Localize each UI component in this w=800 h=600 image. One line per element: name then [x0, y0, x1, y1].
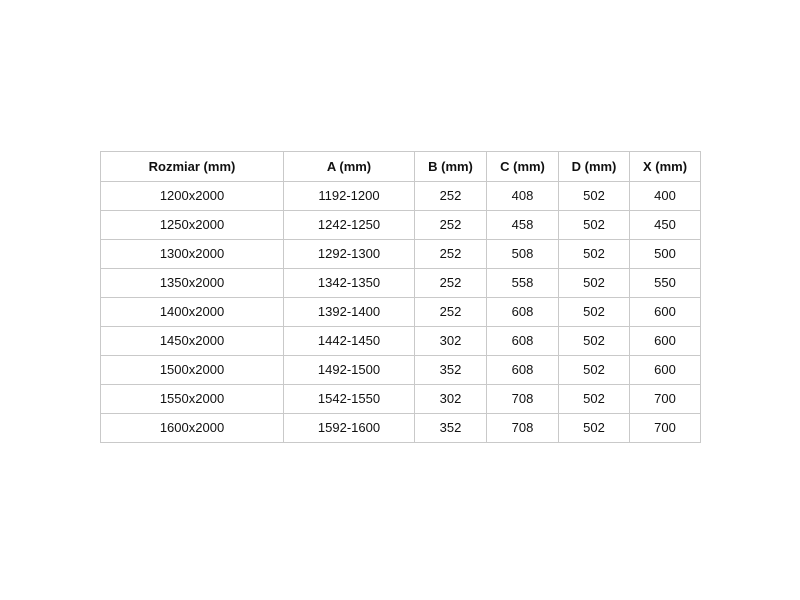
cell-d: 502	[559, 356, 630, 385]
cell-rozmiar: 1600x2000	[101, 414, 284, 443]
cell-b: 252	[415, 298, 487, 327]
cell-c: 458	[487, 211, 559, 240]
cell-c: 608	[487, 327, 559, 356]
cell-rozmiar: 1250x2000	[101, 211, 284, 240]
table-row	[101, 327, 701, 356]
cell-c: 408	[487, 182, 559, 211]
size-table-container	[100, 151, 700, 443]
cell-a: 1392-1400	[284, 298, 415, 327]
header-rozmiar: Rozmiar (mm)	[101, 152, 284, 182]
cell-rozmiar: 1200x2000	[101, 182, 284, 211]
cell-d: 502	[559, 327, 630, 356]
table-row	[101, 298, 701, 327]
cell-a: 1442-1450	[284, 327, 415, 356]
cell-b: 252	[415, 269, 487, 298]
size-spec-table	[100, 151, 701, 443]
cell-a: 1542-1550	[284, 385, 415, 414]
cell-a: 1342-1350	[284, 269, 415, 298]
cell-c: 708	[487, 414, 559, 443]
table-header	[101, 152, 701, 182]
cell-x: 400	[630, 182, 701, 211]
cell-b: 352	[415, 356, 487, 385]
cell-a: 1192-1200	[284, 182, 415, 211]
cell-c: 508	[487, 240, 559, 269]
cell-a: 1242-1250	[284, 211, 415, 240]
cell-d: 502	[559, 414, 630, 443]
cell-b: 302	[415, 327, 487, 356]
cell-d: 502	[559, 385, 630, 414]
cell-a: 1492-1500	[284, 356, 415, 385]
cell-rozmiar: 1300x2000	[101, 240, 284, 269]
cell-c: 608	[487, 356, 559, 385]
cell-b: 252	[415, 182, 487, 211]
cell-rozmiar: 1450x2000	[101, 327, 284, 356]
cell-x: 450	[630, 211, 701, 240]
cell-x: 550	[630, 269, 701, 298]
header-c: C (mm)	[487, 152, 559, 182]
table-row	[101, 385, 701, 414]
cell-x: 600	[630, 356, 701, 385]
cell-c: 608	[487, 298, 559, 327]
header-row	[101, 152, 701, 182]
table-row	[101, 356, 701, 385]
cell-d: 502	[559, 269, 630, 298]
cell-x: 600	[630, 327, 701, 356]
cell-d: 502	[559, 211, 630, 240]
cell-d: 502	[559, 182, 630, 211]
header-d: D (mm)	[559, 152, 630, 182]
cell-x: 700	[630, 414, 701, 443]
cell-x: 600	[630, 298, 701, 327]
table-row	[101, 240, 701, 269]
cell-rozmiar: 1500x2000	[101, 356, 284, 385]
cell-x: 500	[630, 240, 701, 269]
table-row	[101, 211, 701, 240]
cell-rozmiar: 1400x2000	[101, 298, 284, 327]
cell-rozmiar: 1550x2000	[101, 385, 284, 414]
cell-c: 558	[487, 269, 559, 298]
table-row	[101, 182, 701, 211]
cell-a: 1592-1600	[284, 414, 415, 443]
cell-b: 302	[415, 385, 487, 414]
table-row	[101, 269, 701, 298]
cell-d: 502	[559, 240, 630, 269]
cell-x: 700	[630, 385, 701, 414]
header-x: X (mm)	[630, 152, 701, 182]
cell-a: 1292-1300	[284, 240, 415, 269]
cell-d: 502	[559, 298, 630, 327]
cell-b: 352	[415, 414, 487, 443]
table-body	[101, 182, 701, 443]
cell-rozmiar: 1350x2000	[101, 269, 284, 298]
cell-c: 708	[487, 385, 559, 414]
table-row	[101, 414, 701, 443]
cell-b: 252	[415, 211, 487, 240]
header-a: A (mm)	[284, 152, 415, 182]
header-b: B (mm)	[415, 152, 487, 182]
cell-b: 252	[415, 240, 487, 269]
